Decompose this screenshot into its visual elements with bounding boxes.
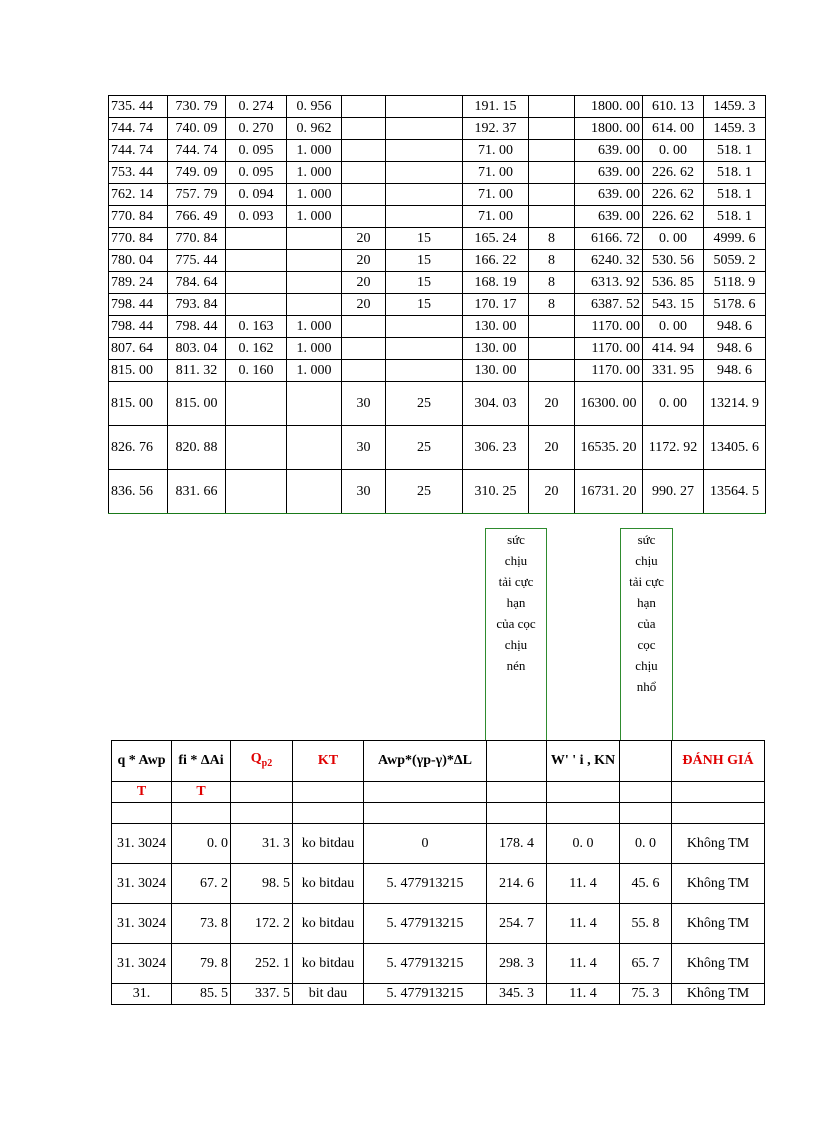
table-cell: 6313. 92 [575,272,643,294]
header-word: của cọc [496,616,536,631]
table-cell: 252. 1 [231,944,293,984]
table-cell: 15 [386,250,463,272]
table-row [109,316,766,338]
table-cell: 25 [386,426,463,470]
table-cell: 71. 00 [463,184,529,206]
table-cell: 20 [529,382,575,426]
table-row [109,272,766,294]
table-row [109,184,766,206]
table-cell: 826. 76 [109,426,168,470]
header-weight: W' ' i , KN [547,741,620,782]
table-cell: 0. 00 [643,140,704,162]
table-cell: 1. 000 [287,316,342,338]
table-cell: 5178. 6 [704,294,766,316]
table-cell: 73. 8 [172,904,231,944]
table-cell: 0. 00 [643,316,704,338]
table-cell: 1. 000 [287,360,342,382]
table-cell: 0. 956 [287,96,342,118]
table-cell: 130. 00 [463,338,529,360]
table-cell: 744. 74 [168,140,226,162]
upper-data-table [108,95,766,514]
table-row [109,228,766,250]
table-cell: 744. 74 [109,118,168,140]
table-cell [342,184,386,206]
table-cell: 990. 27 [643,470,704,514]
table-row [109,294,766,316]
table-cell: 639. 00 [575,184,643,206]
table-cell: 85. 5 [172,984,231,1005]
table-cell: 0. 962 [287,118,342,140]
table-cell: bit dau [293,984,364,1005]
empty-cell [231,803,293,824]
lower-assessment-table [111,740,765,1005]
table-cell: 165. 24 [463,228,529,250]
table-cell: 543. 15 [643,294,704,316]
table-cell: 65. 7 [620,944,672,984]
table-cell: 11. 4 [547,864,620,904]
table-cell: 226. 62 [643,206,704,228]
table-cell: 31. 3 [231,824,293,864]
table-cell: 807. 64 [109,338,168,360]
table-cell: 0 [364,824,487,864]
table-cell: 948. 6 [704,360,766,382]
table-row [109,426,766,470]
table-cell: 536. 85 [643,272,704,294]
empty-cell [547,782,620,803]
table-cell: 766. 49 [168,206,226,228]
table-cell: 337. 5 [231,984,293,1005]
table-cell: 815. 00 [109,360,168,382]
table-cell: 0. 00 [643,382,704,426]
table-cell: 0. 163 [226,316,287,338]
table-cell: 16731. 20 [575,470,643,514]
empty-cell [364,782,487,803]
header-compression-capacity [487,741,547,782]
table-cell: 948. 6 [704,338,766,360]
table-cell: 730. 79 [168,96,226,118]
table-cell: 71. 00 [463,206,529,228]
table-cell: 1. 000 [287,184,342,206]
table-cell [287,382,342,426]
header-word: chịu [504,637,528,652]
table-cell: 0. 0 [547,824,620,864]
table-cell: 414. 94 [643,338,704,360]
table-cell: 831. 66 [168,470,226,514]
table-cell: 518. 1 [704,206,766,228]
table-cell [226,382,287,426]
table-cell [342,206,386,228]
table-cell [342,140,386,162]
table-cell: 0. 093 [226,206,287,228]
table-cell: 614. 00 [643,118,704,140]
table-cell: 815. 00 [109,382,168,426]
table-cell: 67. 2 [172,864,231,904]
table-cell [529,360,575,382]
table-cell [386,118,463,140]
table-cell: 6387. 52 [575,294,643,316]
header-kt: KT [293,741,364,782]
table-cell [342,338,386,360]
table-cell: 11. 4 [547,904,620,944]
table-cell: 1. 000 [287,140,342,162]
table-cell: 1. 000 [287,206,342,228]
unit-row [112,782,765,803]
table-cell: 30 [342,382,386,426]
table-cell: 757. 79 [168,184,226,206]
header-uplift-capacity [620,741,672,782]
table-cell: 8 [529,272,575,294]
table-cell: 1459. 3 [704,118,766,140]
table-row [109,338,766,360]
table-cell [342,316,386,338]
table-cell: 55. 8 [620,904,672,944]
table-cell [287,228,342,250]
table-cell: 15 [386,228,463,250]
table-cell: 226. 62 [643,184,704,206]
table-cell: Không TM [672,904,765,944]
table-row [109,382,766,426]
table-cell: 803. 04 [168,338,226,360]
table-cell: 1. 000 [287,338,342,360]
table-cell: 345. 3 [487,984,547,1005]
table-cell: 16300. 00 [575,382,643,426]
header-qp2: $Q_{p2}$ [231,741,293,782]
header-fi-dai: fi * ΔAi [172,741,231,782]
empty-cell [620,803,672,824]
table-cell [529,96,575,118]
table-cell: 811. 32 [168,360,226,382]
table-cell: 1. 000 [287,162,342,184]
table-cell: 0. 162 [226,338,287,360]
header-word: tải cực [629,574,664,589]
empty-cell [364,803,487,824]
table-cell: 770. 84 [109,206,168,228]
blank-row [112,803,765,824]
table-cell [226,426,287,470]
table-cell: 639. 00 [575,206,643,228]
table-cell: 518. 1 [704,184,766,206]
table-cell: 192. 37 [463,118,529,140]
table-cell: 639. 00 [575,140,643,162]
table-cell [386,360,463,382]
table-cell: ko bitdau [293,864,364,904]
table-cell: 8 [529,228,575,250]
header-awp-formula: Awp*(γp-γ)*ΔL [364,741,487,782]
table-cell [386,184,463,206]
table-cell: 1172. 92 [643,426,704,470]
table-cell: ko bitdau [293,904,364,944]
empty-cell [112,803,172,824]
table-cell: 518. 1 [704,162,766,184]
table-row [109,250,766,272]
table-cell: 166. 22 [463,250,529,272]
table-row [109,162,766,184]
table-cell [342,162,386,184]
header-word: chịu [635,658,658,673]
empty-cell [231,782,293,803]
table-cell [386,162,463,184]
header-word: chịu [504,553,528,568]
table-row [112,944,765,984]
table-cell: Không TM [672,984,765,1005]
table-cell: 1459. 3 [704,96,766,118]
table-cell: 0. 274 [226,96,287,118]
table-cell: 304. 03 [463,382,529,426]
table-cell [226,272,287,294]
table-cell: 0. 0 [172,824,231,864]
header-word: hạn [506,595,526,610]
table-cell: 214. 6 [487,864,547,904]
table-cell: 798. 44 [109,294,168,316]
table-cell [529,140,575,162]
table-cell [386,96,463,118]
table-cell: 5. 477913215 [364,904,487,944]
header-word: chịu [635,553,658,568]
table-cell: 0. 270 [226,118,287,140]
table-row [112,824,765,864]
table-cell: 0. 095 [226,162,287,184]
table-cell [342,360,386,382]
table-cell: 75. 3 [620,984,672,1005]
table-cell [386,316,463,338]
empty-cell [293,782,364,803]
table-row [109,118,766,140]
table-cell [529,184,575,206]
table-cell [529,206,575,228]
table-cell [226,470,287,514]
ultimate-compression-capacity-header [485,528,547,741]
table-cell: 798. 44 [109,316,168,338]
table-cell: 178. 4 [487,824,547,864]
table-cell: 4999. 6 [704,228,766,250]
table-cell: 1170. 00 [575,316,643,338]
table-cell: 25 [386,470,463,514]
empty-cell [620,782,672,803]
table-cell: 6240. 32 [575,250,643,272]
table-cell: 6166. 72 [575,228,643,250]
table-cell: 5059. 2 [704,250,766,272]
table-cell: 775. 44 [168,250,226,272]
table-cell: 8 [529,250,575,272]
table-cell [226,294,287,316]
table-cell: 98. 5 [231,864,293,904]
table-cell: Không TM [672,864,765,904]
table-cell [529,162,575,184]
table-cell: 20 [342,294,386,316]
header-word: tải cực [498,574,534,589]
table-cell: 753. 44 [109,162,168,184]
table-cell: 25 [386,382,463,426]
table-cell: 20 [342,228,386,250]
header-word: cọc [637,637,656,652]
table-cell: 31. 3024 [112,904,172,944]
table-cell: 5118. 9 [704,272,766,294]
table-cell: 310. 25 [463,470,529,514]
table-cell: 16535. 20 [575,426,643,470]
table-cell: 0. 0 [620,824,672,864]
table-cell: 306. 23 [463,426,529,470]
table-cell [226,250,287,272]
table-cell: 15 [386,294,463,316]
unit-cell: T [112,782,172,803]
table-cell: 30 [342,426,386,470]
table-cell: 20 [529,426,575,470]
header-q-awp: q * Awp [112,741,172,782]
table-cell: 31. 3024 [112,944,172,984]
table-cell: ko bitdau [293,824,364,864]
table-cell [342,118,386,140]
table-row [109,96,766,118]
empty-cell [172,803,231,824]
table-cell: 172. 2 [231,904,293,944]
table-cell [342,96,386,118]
table-cell [386,206,463,228]
header-word: nhổ [636,679,657,694]
empty-cell [487,782,547,803]
header-word: sức [637,532,656,547]
table-cell: 71. 00 [463,162,529,184]
table-cell: 639. 00 [575,162,643,184]
table-cell [287,426,342,470]
table-cell: 770. 84 [168,228,226,250]
header-word: của [637,616,656,631]
header-word: sức [507,532,525,547]
table-cell: 1170. 00 [575,360,643,382]
table-cell: 11. 4 [547,984,620,1005]
header-assessment: ĐÁNH GIÁ [672,741,765,782]
table-cell: 820. 88 [168,426,226,470]
table-cell: 0. 095 [226,140,287,162]
table-cell: 20 [529,470,575,514]
table-cell: 11. 4 [547,944,620,984]
table-cell: 5. 477913215 [364,944,487,984]
table-cell: 740. 09 [168,118,226,140]
table-cell: 762. 14 [109,184,168,206]
table-cell: 31. 3024 [112,824,172,864]
table-cell: 20 [342,250,386,272]
table-cell: Không TM [672,944,765,984]
table-cell [386,338,463,360]
table-cell: 836. 56 [109,470,168,514]
table-cell: 13214. 9 [704,382,766,426]
table-row [109,206,766,228]
table-cell: 5. 477913215 [364,864,487,904]
table-cell: 20 [342,272,386,294]
table-cell: 1800. 00 [575,96,643,118]
table-cell [226,228,287,250]
table-cell [287,470,342,514]
table-cell: 0. 094 [226,184,287,206]
table-row [112,864,765,904]
table-cell [287,272,342,294]
empty-cell [672,782,765,803]
table-cell: 30 [342,470,386,514]
table-cell [287,250,342,272]
table-cell [386,140,463,162]
table-cell: 518. 1 [704,140,766,162]
table-cell: 298. 3 [487,944,547,984]
empty-cell [547,803,620,824]
table-cell: 1800. 00 [575,118,643,140]
table-cell: 254. 7 [487,904,547,944]
table-cell: 789. 24 [109,272,168,294]
table-cell [529,316,575,338]
header-word: hạn [637,595,656,610]
table-cell: 1170. 00 [575,338,643,360]
table-row [109,140,766,162]
table-cell [287,294,342,316]
table-cell: 13405. 6 [704,426,766,470]
table-cell: 749. 09 [168,162,226,184]
table-row [109,470,766,514]
table-cell: 735. 44 [109,96,168,118]
table-cell: 0. 160 [226,360,287,382]
table-row [109,360,766,382]
table-cell: 79. 8 [172,944,231,984]
table-cell: 770. 84 [109,228,168,250]
table-cell: 798. 44 [168,316,226,338]
unit-cell: T [172,782,231,803]
table-cell: 610. 13 [643,96,704,118]
table-cell [529,118,575,140]
table-cell: 45. 6 [620,864,672,904]
table-cell: 780. 04 [109,250,168,272]
ultimate-uplift-capacity-header [620,528,673,741]
empty-cell [487,803,547,824]
table-cell: 130. 00 [463,360,529,382]
table-cell: 170. 17 [463,294,529,316]
table-cell: 815. 00 [168,382,226,426]
table-cell: 168. 19 [463,272,529,294]
header-row [112,741,765,782]
empty-cell [672,803,765,824]
table-cell: 8 [529,294,575,316]
table-row [112,904,765,944]
table-cell: 13564. 5 [704,470,766,514]
table-cell: 948. 6 [704,316,766,338]
empty-cell [293,803,364,824]
table-cell: 793. 84 [168,294,226,316]
table-cell: 5. 477913215 [364,984,487,1005]
table-cell: ko bitdau [293,944,364,984]
table-cell: 31. [112,984,172,1005]
table-cell [529,338,575,360]
table-cell: 744. 74 [109,140,168,162]
table-cell: 15 [386,272,463,294]
table-cell: 191. 15 [463,96,529,118]
table-cell: 331. 95 [643,360,704,382]
table-cell: 784. 64 [168,272,226,294]
table-cell: 0. 00 [643,228,704,250]
table-cell: 31. 3024 [112,864,172,904]
table-cell: 130. 00 [463,316,529,338]
table-cell: 71. 00 [463,140,529,162]
table-cell: 226. 62 [643,162,704,184]
table-cell: 530. 56 [643,250,704,272]
table-row [112,984,765,1005]
header-word: nén [506,658,526,673]
table-cell: Không TM [672,824,765,864]
